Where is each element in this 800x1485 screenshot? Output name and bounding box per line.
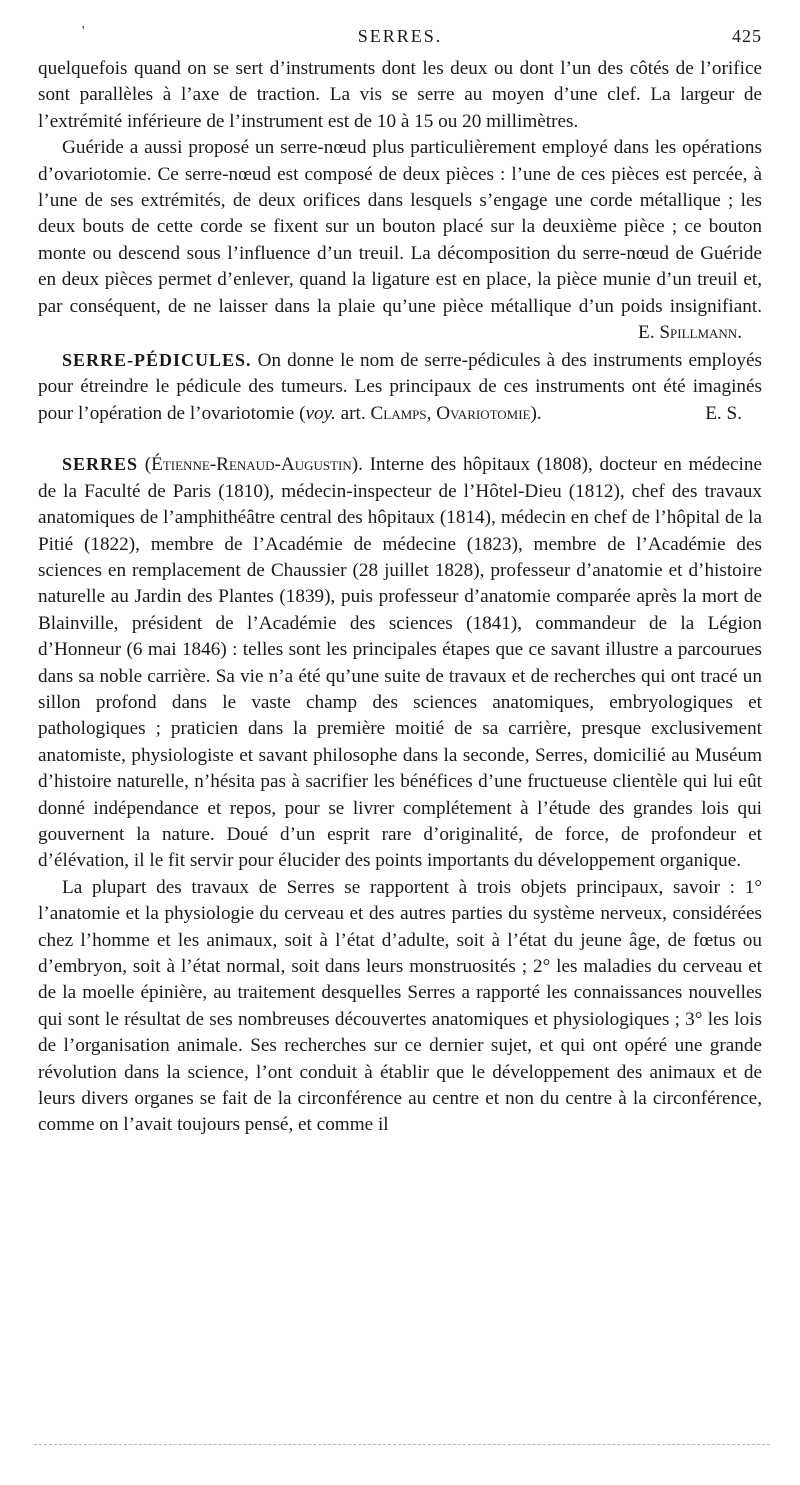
- header-mark: ': [82, 24, 87, 39]
- paragraph-gueride-text: Guéride a aussi proposé un serre-nœud plus particulièrement employé dans les opérations d’ovariotomie. Ce serre-nœud est composé de deux pièces : l’une de ces pièces est percée, à l’une de ses extrémités, de deux orifices dans lesquels s’engage une corde métallique ; les deux bouts de cette corde se fixent sur un bouton placé sur la deuxième pièce ; ce bouton monte ou descend sous l’influence d’un treuil. La décomposition du serre-nœud de Guéride en deux pièces permet d’enlever, quand la ligature est en place, la pièce munie d’un treuil et, par conséquent, de ne laisser dans la plaie qu’une pièce métallique d’un poids insignifiant.: [38, 137, 762, 317]
- paragraph-gueride: [38, 135, 762, 344]
- signature-es: E. S.: [705, 402, 742, 424]
- paragraph-serres-works: La plupart des travaux de Serres se rapportent à trois objets principaux, savoir : 1° l’anatomie et la physiologie du cerveau et des autres parties du système nerveux, considérées chez l’homme et les animaux, soit à l’état d’adulte, soit à l’état du jeune âge, de fœtus ou d’embryon, soit à l’état normal, soit dans leurs monstruosités ; 2° les maladies du cerveau et de la moelle épinière, au traitement desquelles Serres a rapporté les connaissances nouvelles qui sont le résultat de ses nombreuses découvertes anatomiques et physiologiques ; 3° les lois de l’organisation animale. Ses recherches sur ce dernier sujet, et qui ont opéré une grande révolution dans la science, l’ont conduit à établir que le développement des animaux et de leurs divers organes se fait de la circonférence au centre et non du centre à la circonférence, comme on l’avait toujours pensé, et comme il: [38, 876, 762, 1136]
- entry-serre-pedicules: [38, 347, 762, 427]
- entry-serres: [38, 451, 762, 875]
- paragraph-continuation: quelquefois quand on se sert d’instruments dont les deux ou dont l’un des côtés de l’orifice sont parallèles à l’axe de traction. La vis se serre au moyen d’une clef. La largeur de l’extrémité inférieure de l’instrument est de 10 à 15 ou 20 millimètres.: [38, 58, 762, 132]
- running-title: SERRES.: [357, 26, 443, 46]
- page-number: 425: [732, 26, 762, 46]
- crossref-clamps-ovariotomie: Clamps, Ovariotomie).: [370, 402, 542, 424]
- voy-abbrev: voy.: [305, 402, 336, 424]
- serre-pedicules-text: On donne le nom de serre-pédicules à des instruments employés pour étreindre le pédicule des tumeurs. Les principaux de ces instruments ont été imaginés pour l’opération de l’ovariotomie (: [38, 350, 762, 424]
- running-header: [38, 26, 762, 56]
- serres-names: (Étienne-Renaud-Augustin).: [144, 454, 363, 476]
- document-page: [38, 26, 762, 1139]
- headword-serre-pedicules: SERRE-PÉDICULES.: [62, 350, 252, 371]
- serre-pedicules-art: art.: [335, 402, 366, 424]
- signature-spillmann: E. Spillmann.: [638, 322, 742, 344]
- footer-rule: [34, 1444, 770, 1445]
- headword-serres: SERRES: [62, 454, 139, 475]
- serres-biography: Interne des hôpitaux (1808), docteur en médecine de la Faculté de Paris (1810), médecin-inspecteur de l’Hôtel-Dieu (1812), chef des travaux anatomiques de l’amphithéâtre central des hôpitaux (1814), médecin en chef de l’hôpital de la Pitié (1822), membre de l’Académie de médecine (1823), membre de l’Académie des sciences en remplacement de Chaussier (28 juillet 1828), professeur d’anatomie et d’histoire naturelle au Jardin des Plantes (1839), puis professeur d’anatomie comparée après la mort de Blainville, président de l’Académie des sciences (1841), commandeur de la Légion d’Honneur (6 mai 1846) : telles sont les principales étapes que ce savant illustre a parcourues dans sa noble carrière. Sa vie n’a été qu’une suite de travaux et de recherches qui ont tracé un sillon profond dans le vaste champ des sciences anatomiques, embryologiques et pathologiques ; praticien dans la première moitié de sa carrière, presque exclusivement anatomiste, physiologiste et savant philosophe dans la seconde, Serres, domicilié au Muséum d’histoire naturelle, n’hésita pas à sacrifier les bénéfices d’une fructueuse clientèle qui lui eût donné indépendance et repos, pour se livrer complétement à l’étude des grandes lois qui gouvernent la nature. Doué d’un esprit rare d’originalité, de force, de profondeur et d’élévation, il le fit servir pour élucider des points importants du développement organique.: [38, 454, 762, 872]
